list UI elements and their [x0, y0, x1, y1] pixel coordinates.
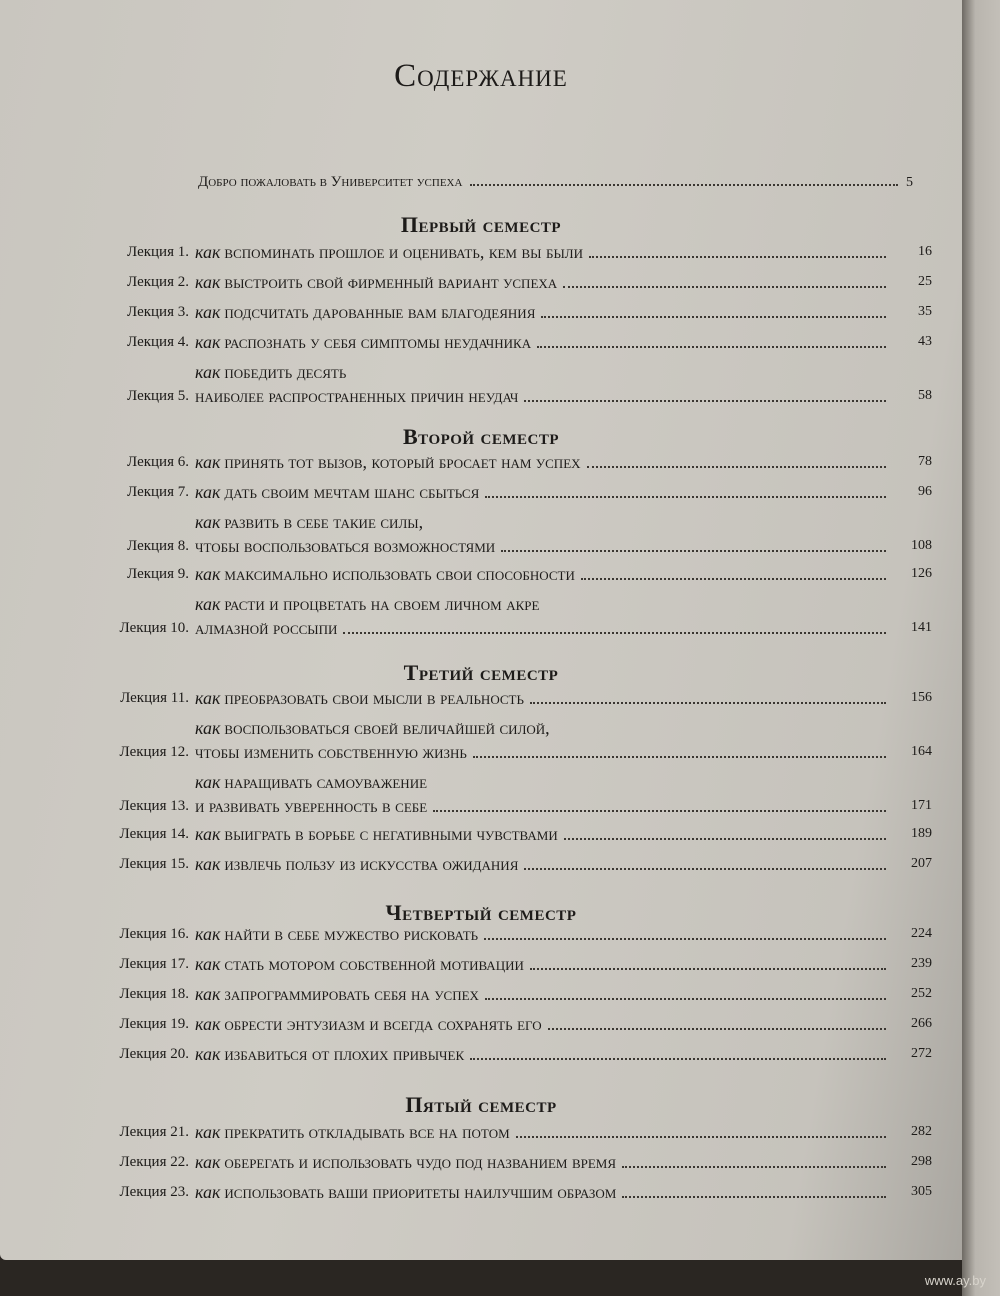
kak-label: как: [195, 1122, 221, 1142]
lecture-title-line: [195, 1180, 892, 1204]
kak-label: как: [195, 482, 221, 502]
lecture-row: [0, 982, 962, 1006]
lecture-row: [0, 1042, 962, 1066]
kak-label: как: [195, 924, 221, 944]
lecture-title-line: [195, 740, 892, 764]
lecture-title: [195, 922, 892, 946]
lecture-page-number: 35: [918, 304, 932, 319]
kak-label: как: [195, 688, 221, 708]
watermark: www.ay.by: [924, 1273, 986, 1288]
lecture-row: [0, 592, 962, 640]
lecture-page-number: 305: [911, 1184, 932, 1199]
dot-leader: [530, 702, 886, 704]
lecture-title-line: [195, 686, 892, 710]
dot-leader: [587, 466, 886, 468]
semester-1-heading: Первый семестр: [400, 212, 562, 237]
lecture-page-number: 282: [911, 1124, 932, 1139]
lecture-row: [0, 360, 962, 408]
kak-label: как: [195, 954, 221, 974]
lecture-title-line: [195, 852, 892, 876]
lecture-page-number: 164: [911, 744, 932, 759]
kak-label: как: [195, 1044, 221, 1064]
lecture-number: Лекция 15.: [119, 856, 189, 872]
lecture-title: [195, 1180, 892, 1204]
lecture-number: Лекция 13.: [119, 798, 189, 814]
kak-label: как: [195, 772, 221, 792]
lecture-page-number: 207: [911, 856, 932, 871]
intro-page: 5: [906, 175, 913, 190]
dot-leader: [541, 316, 886, 318]
lecture-page-number: 58: [918, 388, 932, 403]
lecture-title-line: [195, 982, 892, 1006]
lecture-title-line: [195, 300, 892, 324]
kak-label: как: [195, 1152, 221, 1172]
lecture-title-line: [195, 240, 892, 264]
lecture-row: [0, 952, 962, 976]
lecture-title-text: извлечь пользу из искусства ожидания: [224, 854, 519, 874]
lecture-page-number: 156: [911, 690, 932, 705]
lecture-number: Лекция 20.: [119, 1046, 189, 1062]
lecture-number: Лекция 10.: [119, 620, 189, 636]
kak-label: как: [195, 854, 221, 874]
dot-leader: [433, 810, 886, 812]
lecture-title-text: преобразовать свои мысли в реальность: [224, 688, 524, 708]
intro-entry: [198, 174, 913, 191]
lecture-title: [195, 360, 892, 408]
kak-label: как: [195, 564, 221, 584]
lecture-title-line: [195, 592, 892, 616]
dot-leader: [485, 998, 886, 1000]
lecture-row: [0, 922, 962, 946]
lecture-page-number: 108: [911, 538, 932, 553]
lecture-title-text: стать мотором собственной мотивации: [224, 954, 524, 974]
lecture-page-number: 43: [918, 334, 932, 349]
lecture-title-text: оберегать и использовать чудо под названием время: [224, 1152, 617, 1172]
lecture-page-number: 252: [911, 986, 932, 1001]
dot-leader: [564, 838, 886, 840]
lecture-title-line: [195, 480, 892, 504]
page-title: Содержание: [394, 58, 568, 94]
lecture-title-text: подсчитать дарованные вам благодеяния: [224, 302, 536, 322]
lecture-row: [0, 770, 962, 818]
dot-leader: [622, 1166, 886, 1168]
lecture-title-text: принять тот вызов, который бросает нам успех: [224, 452, 581, 472]
lecture-title-text: запрограммировать себя на успех: [224, 984, 479, 1004]
lecture-row: [0, 822, 962, 846]
lecture-title-text: наращивать самоуважение: [224, 772, 428, 792]
lecture-title-line: [195, 922, 892, 946]
dot-leader: [589, 256, 886, 258]
dot-leader: [548, 1028, 886, 1030]
lecture-title-text: воспользоваться своей величайшей силой,: [224, 718, 550, 738]
lecture-title: [195, 852, 892, 876]
lecture-title-text: чтобы изменить собственную жизнь: [195, 742, 467, 762]
semester-4-heading: Четвертый семестр: [385, 900, 577, 925]
semester-3-heading: Третий семестр: [403, 660, 559, 685]
lecture-number: Лекция 19.: [119, 1016, 189, 1032]
lecture-row: [0, 330, 962, 354]
lecture-number: Лекция 1.: [127, 244, 189, 260]
lecture-title-line: [195, 1120, 892, 1144]
lecture-title-text: дать своим мечтам шанс сбыться: [224, 482, 480, 502]
lecture-row: [0, 480, 962, 504]
kak-label: как: [195, 1182, 221, 1202]
lecture-title-line: [195, 952, 892, 976]
kak-label: как: [195, 332, 221, 352]
lecture-title-line: [195, 384, 892, 408]
lecture-title: [195, 592, 892, 640]
lecture-number: Лекция 11.: [120, 690, 189, 706]
lecture-row: [0, 562, 962, 586]
lecture-title: [195, 562, 892, 586]
kak-label: как: [195, 452, 221, 472]
lecture-row: [0, 270, 962, 294]
lecture-number: Лекция 12.: [119, 744, 189, 760]
lecture-title: [195, 686, 892, 710]
kak-label: как: [195, 512, 221, 532]
kak-label: как: [195, 272, 221, 292]
lecture-row: [0, 1120, 962, 1144]
lecture-page-number: 239: [911, 956, 932, 971]
lecture-title-line: [195, 794, 892, 818]
lecture-title-line: [195, 1042, 892, 1066]
lecture-page-number: 78: [918, 454, 932, 469]
lecture-page-number: 25: [918, 274, 932, 289]
lecture-row: [0, 300, 962, 324]
lecture-title-line: [195, 450, 892, 474]
lecture-title-text: алмазной россыпи: [195, 618, 338, 638]
lecture-title: [195, 270, 892, 294]
lecture-title-text: и развивать уверенность в себе: [195, 796, 428, 816]
lecture-title: [195, 1012, 892, 1036]
kak-label: как: [195, 984, 221, 1004]
lecture-row: [0, 852, 962, 876]
lecture-title: [195, 450, 892, 474]
lecture-title-text: развить в себе такие силы,: [224, 512, 424, 532]
lecture-title-line: [195, 616, 892, 640]
lecture-title-text: выстроить свой фирменный вариант успеха: [224, 272, 558, 292]
lecture-row: [0, 510, 962, 558]
dot-leader: [343, 632, 886, 634]
adjacent-page-edge: [962, 0, 1000, 1296]
lecture-title-line: [195, 770, 892, 794]
intro-text: Добро пожаловать в Университет успеха: [198, 174, 463, 190]
lecture-title-text: наиболее распространенных причин неудач: [195, 386, 519, 406]
lecture-number: Лекция 17.: [119, 956, 189, 972]
lecture-title: [195, 952, 892, 976]
lecture-title-line: [195, 534, 892, 558]
lecture-number: Лекция 5.: [127, 388, 189, 404]
lecture-page-number: 16: [918, 244, 932, 259]
lecture-page-number: 298: [911, 1154, 932, 1169]
lecture-title-text: распознать у себя симптомы неудачника: [224, 332, 532, 352]
lecture-title: [195, 1042, 892, 1066]
semester-5-heading: Пятый семестр: [405, 1092, 557, 1117]
lecture-title-text: максимально использовать свои способности: [224, 564, 575, 584]
lecture-title: [195, 510, 892, 558]
lecture-title-text: обрести энтузиазм и всегда сохранять его: [224, 1014, 542, 1034]
lecture-number: Лекция 21.: [119, 1124, 189, 1140]
lecture-number: Лекция 14.: [119, 826, 189, 842]
lecture-title-text: чтобы воспользоваться возможностями: [195, 536, 496, 556]
lecture-page-number: 126: [911, 566, 932, 581]
lecture-title: [195, 982, 892, 1006]
lecture-row: [0, 1012, 962, 1036]
lecture-number: Лекция 4.: [127, 334, 189, 350]
lecture-row: [0, 686, 962, 710]
lecture-row: [0, 450, 962, 474]
kak-label: как: [195, 362, 221, 382]
lecture-row: [0, 240, 962, 264]
lecture-title-text: расти и процветать на своем личном акре: [224, 594, 540, 614]
lecture-number: Лекция 18.: [119, 986, 189, 1002]
lecture-title-text: найти в себе мужество рисковать: [224, 924, 479, 944]
dot-leader: [622, 1196, 886, 1198]
lecture-row: [0, 1150, 962, 1174]
dot-leader: [473, 756, 886, 758]
lecture-number: Лекция 23.: [119, 1184, 189, 1200]
lecture-title-text: вспоминать прошлое и оценивать, кем вы были: [224, 242, 584, 262]
lecture-page-number: 141: [911, 620, 932, 635]
lecture-title-line: [195, 270, 892, 294]
lecture-page-number: 224: [911, 926, 932, 941]
lecture-title-text: использовать ваши приоритеты наилучшим образом: [224, 1182, 617, 1202]
lecture-page-number: 96: [918, 484, 932, 499]
dot-leader: [485, 496, 886, 498]
dot-leader: [537, 346, 886, 348]
lecture-number: Лекция 7.: [127, 484, 189, 500]
kak-label: как: [195, 824, 221, 844]
lecture-title-text: прекратить откладывать все на потом: [224, 1122, 510, 1142]
lecture-number: Лекция 2.: [127, 274, 189, 290]
lecture-number: Лекция 22.: [119, 1154, 189, 1170]
lecture-title-line: [195, 716, 892, 740]
lecture-row: [0, 1180, 962, 1204]
lecture-title-line: [195, 1150, 892, 1174]
lecture-title-line: [195, 360, 892, 384]
lecture-title-line: [195, 510, 892, 534]
lecture-title-text: выиграть в борьбе с негативными чувствами: [224, 824, 558, 844]
lecture-title: [195, 300, 892, 324]
lecture-page-number: 266: [911, 1016, 932, 1031]
dot-leader: [524, 868, 886, 870]
lecture-number: Лекция 3.: [127, 304, 189, 320]
lecture-row: [0, 716, 962, 764]
lecture-title: [195, 480, 892, 504]
lecture-title-line: [195, 822, 892, 846]
dot-leader: [470, 1058, 886, 1060]
lecture-title: [195, 1150, 892, 1174]
kak-label: как: [195, 1014, 221, 1034]
lecture-title: [195, 822, 892, 846]
dot-leader: [530, 968, 886, 970]
lecture-page-number: 272: [911, 1046, 932, 1061]
dot-leader: [581, 578, 886, 580]
lecture-title-line: [195, 562, 892, 586]
kak-label: как: [195, 242, 221, 262]
lecture-number: Лекция 9.: [127, 566, 189, 582]
lecture-title: [195, 716, 892, 764]
lecture-title: [195, 240, 892, 264]
dot-leader: [516, 1136, 886, 1138]
lecture-title-line: [195, 1012, 892, 1036]
dot-leader: [484, 938, 886, 940]
dot-leader: [501, 550, 886, 552]
lecture-page-number: 171: [911, 798, 932, 813]
lecture-title: [195, 1120, 892, 1144]
lecture-page-number: 189: [911, 826, 932, 841]
dot-leader: [524, 400, 886, 402]
lecture-title: [195, 770, 892, 818]
kak-label: как: [195, 718, 221, 738]
lecture-title-text: избавиться от плохих привычек: [224, 1044, 465, 1064]
kak-label: как: [195, 594, 221, 614]
kak-label: как: [195, 302, 221, 322]
lecture-title-text: победить десять: [224, 362, 347, 382]
dot-leader: [563, 286, 886, 288]
lecture-number: Лекция 16.: [119, 926, 189, 942]
dot-leader: [470, 184, 898, 186]
lecture-title: [195, 330, 892, 354]
semester-2-heading: Второй семестр: [402, 424, 560, 449]
lecture-number: Лекция 6.: [127, 454, 189, 470]
lecture-title-line: [195, 330, 892, 354]
lecture-number: Лекция 8.: [127, 538, 189, 554]
